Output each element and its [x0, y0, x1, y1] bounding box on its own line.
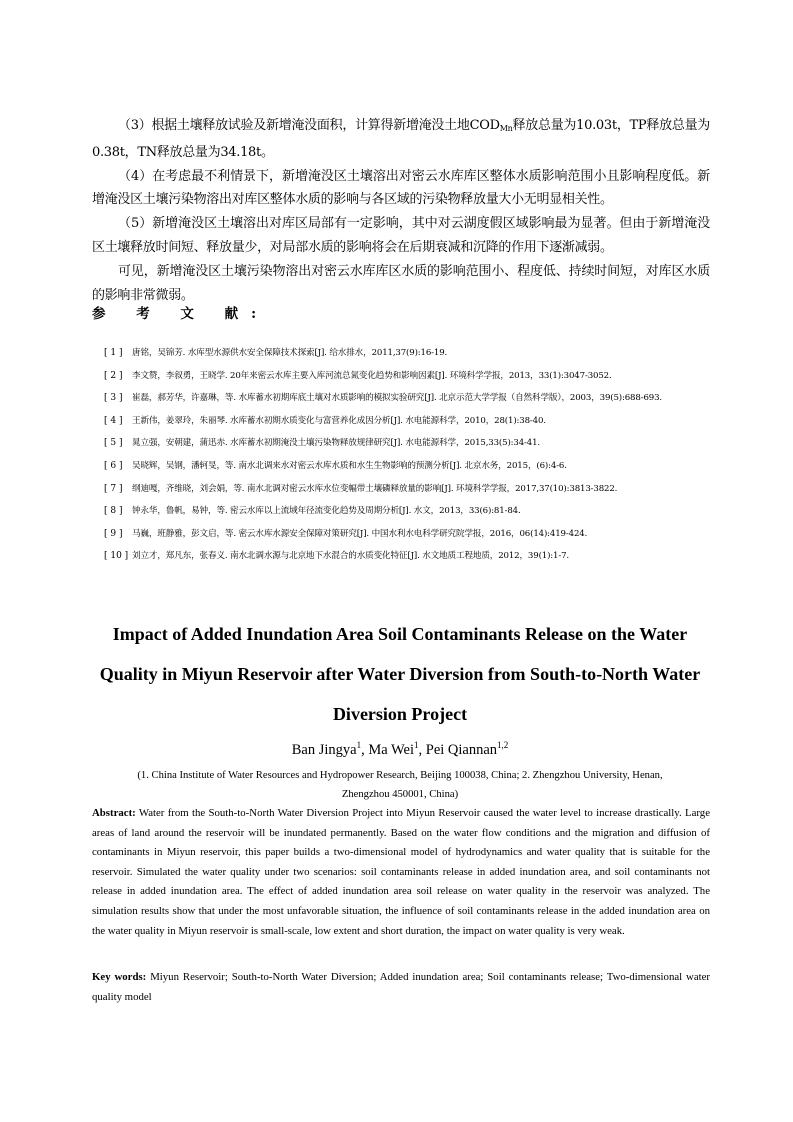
- conclusion-text: （3）根据土壤释放试验及新增淹没面积，计算得新增淹没土地COD: [118, 118, 500, 133]
- keywords-label: Key words:: [92, 971, 147, 983]
- references-heading: 参 考 文 献:: [92, 306, 270, 322]
- author-name: Ban Jingya: [291, 741, 357, 758]
- reference-text: 吴晓辉，吴钢，潘轲旻，等. 南水北调来水对密云水库水质和水生生物影响的预测分析[J]. 北京水务，2015，(6):4-6.: [132, 460, 567, 471]
- conclusion-text: 释放总量为10.03t，TP释放总量为0.38t，TN释放总量为34.18t。: [92, 118, 711, 160]
- reference-item: [92, 369, 712, 383]
- keywords: [92, 968, 710, 1007]
- conclusion-paragraph: （5）新增淹没区土壤溶出对库区局部有一定影响，其中对云湖度假区域影响最为显著。但由于新增淹没区土壤释放时间短、释放量少，对局部水质的影响将会在后期衰减和沉降的作用下逐渐减弱。: [92, 216, 710, 255]
- author-affiliation-mark: 1: [356, 740, 362, 750]
- reference-text: 崔磊，郝芳华，许嘉琳，等. 水库蓄水初期库底土壤对水质影响的模拟实验研究[J]. 北京示范大学学报（自然科学版），2003，39(5):688-693.: [132, 393, 662, 404]
- affiliation: (1. China Institute of Water Resources and Hydropower Research, Beijing 100038, China; 2. Zhengzhou University, Henan, Zhengzhou 450001, China): [137, 770, 663, 800]
- reference-number: [ 10 ]: [104, 551, 129, 562]
- reference-item: [92, 391, 712, 405]
- keywords-text: Miyun Reservoir; South-to-North Water Diversion; Added inundation area; Soil contaminants release; Two-dimensional water quality model: [92, 971, 711, 1003]
- reference-number: [ 2 ]: [104, 370, 123, 381]
- reference-text: 王新伟，姜翠玲，朱丽琴. 水库蓄水初期水质变化与富营养化成因分析[J]. 水电能源科学，2010，28(1):38-40.: [132, 415, 546, 426]
- reference-item: [92, 482, 712, 496]
- reference-text: 钟永华，鲁帆，易钟，等. 密云水库以上流域年径流变化趋势及周期分析[J]. 水文，2013，33(6):81-84.: [132, 506, 521, 517]
- reference-item: [92, 459, 712, 473]
- reference-number: [ 1 ]: [104, 348, 123, 358]
- reference-text: 唐铭，吴锦芳. 水库型水源供水安全保障技术探索[J]. 给水排水，2011,37(9):16-19.: [132, 348, 448, 358]
- conclusion-paragraph: [92, 114, 710, 165]
- reference-text: 晁立强，安朝建，蒲迅赤. 水库蓄水初期淹没土壤污染物释放规律研究[J]. 水电能源科学，2015,33(5):34-41.: [132, 438, 541, 449]
- conclusions-section: [92, 114, 710, 307]
- reference-item: [92, 504, 712, 518]
- reference-number: [ 8 ]: [104, 506, 123, 517]
- reference-number: [ 5 ]: [104, 438, 123, 449]
- abstract-label: Abstract:: [92, 807, 136, 819]
- reference-list: [92, 346, 712, 572]
- reference-text: 李文赞，李叙勇，王晓学. 20年来密云水库主要入库河流总氮变化趋势和影响因素[J]. 环境科学学报，2013，33(1):3047-3052.: [132, 370, 612, 381]
- cod-subscript: Mn: [499, 124, 513, 133]
- reference-item: [92, 346, 712, 360]
- reference-item: [92, 436, 712, 450]
- reference-item: [92, 414, 712, 428]
- author-separator: ,: [361, 741, 369, 758]
- author-name: Pei Qiannan: [425, 741, 498, 758]
- reference-number: [ 3 ]: [104, 393, 123, 404]
- author-affiliation-mark: 1: [414, 740, 419, 750]
- reference-item: [92, 549, 712, 563]
- author-name: Ma Wei: [368, 741, 414, 758]
- reference-text: 纲迪嘎，齐维晓，刘会娟，等. 南水北调对密云水库水位变幅带土壤磷释放量的影响[J]. 环境科学学报，2017,37(10):3813-3822.: [132, 483, 618, 494]
- conclusion-paragraph: （4）在考虑最不利情景下，新增淹没区土壤溶出对密云水库库区整体水质影响范围小且影响程度低。新增淹没区土壤污染物溶出对库区整体水质的影响与各区域的污染物释放量大小无明显相关性。: [92, 168, 710, 208]
- abstract-text: Water from the South-to-North Water Diversion Project into Miyun Reservoir caused the water level to increase drastically. Large areas of land around the reservoir will be inundated permanently. Based on the water flow conditions and the migration and diffusion of contaminants in Miyun reservoir, this paper builds a two-dimensional model of hydrodynamics and water quality that is suitable for the reservoir. Simulated the water quality under two scenarios: soil contaminants release in added inundation area, and soil contaminants not release in added inundation area. The effect of added inundation area soil release on water quality in the reservoir was analyzed. The simulation results show that under the most unfavorable situation, the influence of soil contaminants release in the added inundation area on the water quality in Miyun reservoir is small-scale, low extent and short duration, the impact on water quality is very weak.: [92, 807, 710, 937]
- reference-number: [ 4 ]: [104, 415, 123, 426]
- reference-text: 马巍，班静雅，彭文启，等. 密云水库水源安全保障对策研究[J]. 中国水利水电科学研究院学报，2016，06(14):419-424.: [132, 528, 588, 539]
- author-list: [90, 740, 710, 759]
- reference-text: 刘立才，郑凡东，张春义. 南水北调水源与北京地下水混合的水质变化特征[J]. 水文地质工程地质，2012，39(1):1-7.: [132, 551, 570, 562]
- conclusion-paragraph: 可见，新增淹没区土壤污染物溶出对密云水库库区水质的影响范围小、程度低、持续时间短，对库区水质的影响非常微弱。: [92, 263, 710, 303]
- reference-item: [92, 527, 712, 541]
- author-separator: ,: [418, 741, 426, 758]
- abstract: [92, 804, 710, 941]
- reference-number: [ 7 ]: [104, 483, 123, 494]
- english-title: Impact of Added Inundation Area Soil Contaminants Release on the Water Quality in Miyun Reservoir after Water Diversion from South-to-North Water Diversion Project: [99, 624, 701, 724]
- reference-number: [ 6 ]: [104, 460, 123, 471]
- author-affiliation-mark: 1,2: [497, 740, 509, 750]
- reference-number: [ 9 ]: [104, 528, 123, 539]
